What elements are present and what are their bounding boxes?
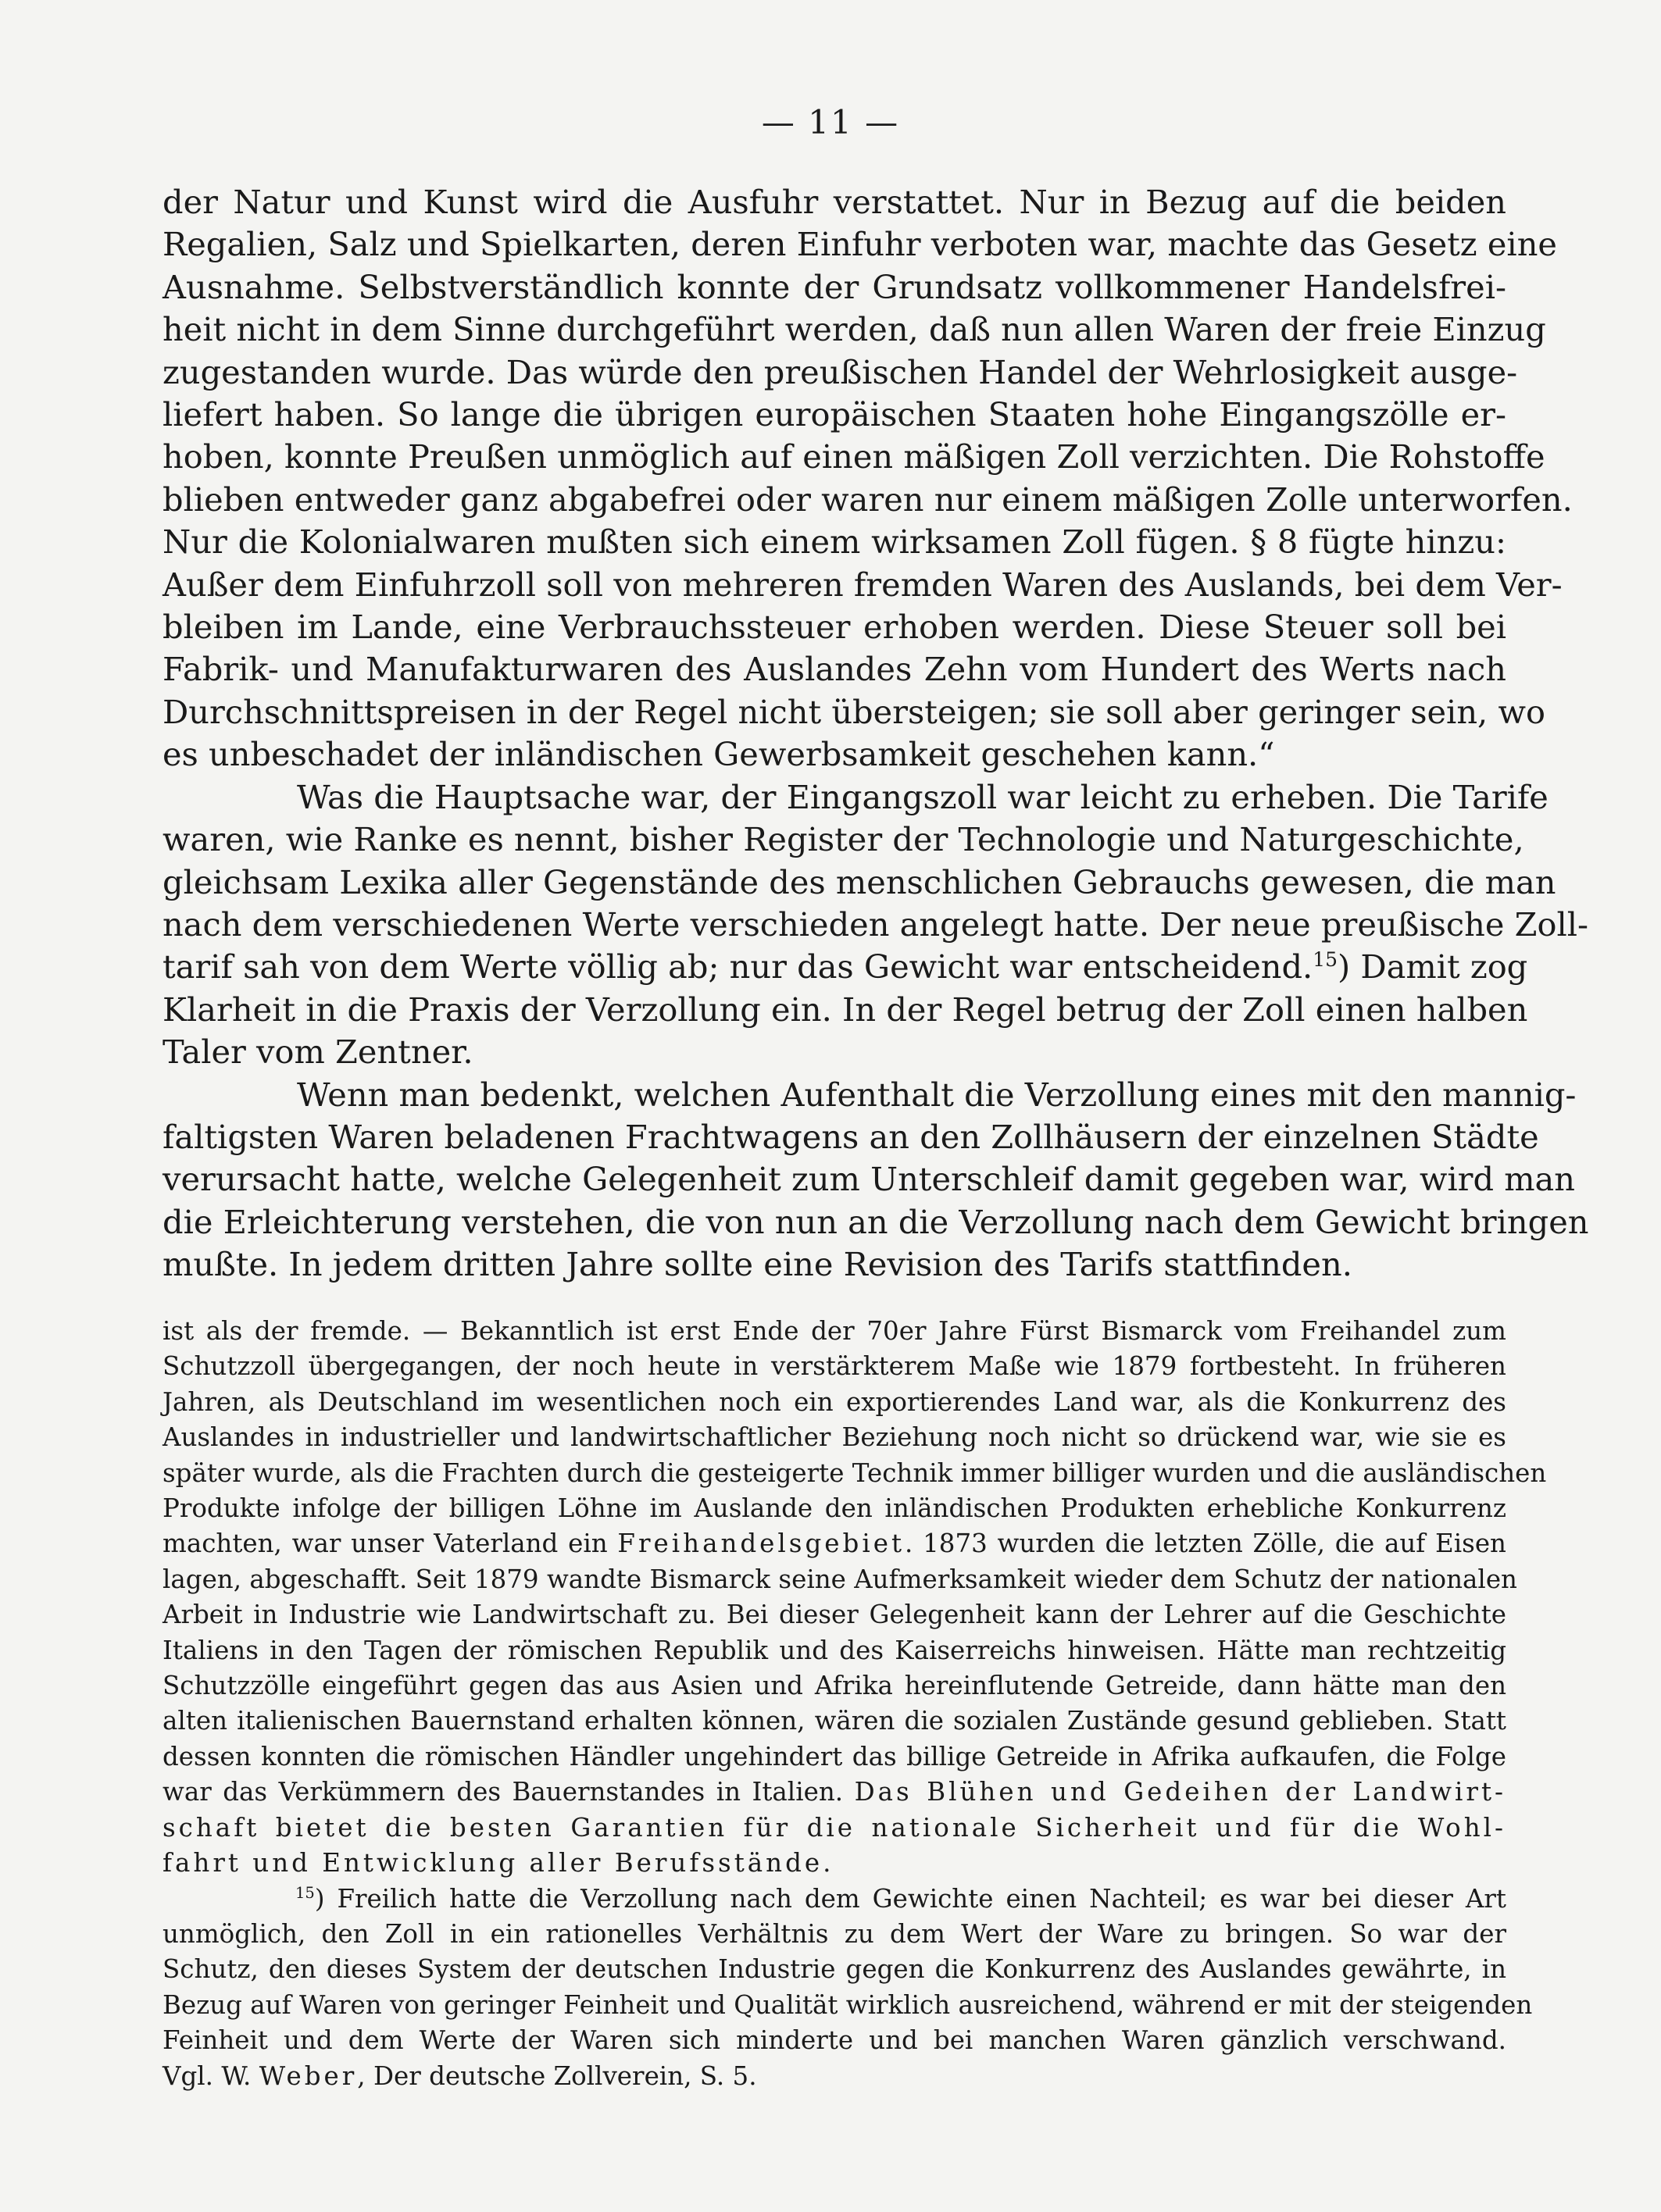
text-segment: . 1873 wurden die letzten Zölle, die auf Eisen — [905, 1529, 1506, 1559]
text-line: Wenn man bedenkt, welchen Aufenthalt die Verzollung eines mit den mannig- — [297, 1075, 1577, 1114]
footnote-line — [163, 1882, 1506, 1917]
footnote-line: Italiens in den Tagen der römischen Republik und des Kaiserreichs hinweisen. Hätte man rechtzeitig — [163, 1635, 1506, 1665]
emphasis-text: Freihandelsgebiet — [617, 1529, 906, 1559]
text-line: Was die Hauptsache war, der Eingangszoll war leicht zu erheben. Die Tarife — [297, 777, 1548, 816]
text-segment: ) Freilich hatte die Verzollung nach dem Gewichte einen Nachteil; es war bei dieser Art — [314, 1883, 1506, 1914]
text-line: Klarheit in die Praxis der Verzollung ein. In der Regel betrug der Zoll einen halben — [163, 990, 1528, 1029]
footnote-marker: 15 — [295, 1883, 315, 1902]
footnote-line: unmöglich, den Zoll in ein rationelles Verhältnis zu dem Wert der Ware zu bringen. So war der — [163, 1918, 1506, 1949]
text-line: waren, wie Ranke es nennt, bisher Register der Technologie und Naturgeschichte, — [163, 820, 1524, 859]
text-line: gleichsam Lexika aller Gegenstände des menschlichen Gebrauchs gewesen, die man — [163, 862, 1556, 901]
text-line: Regalien, Salz und Spielkarten, deren Einfuhr verboten war, machte das Gesetz eine — [163, 225, 1557, 264]
text-segment: tarif sah von dem Werte völlig ab; nur das Gewicht war entscheidend. — [163, 947, 1313, 986]
footnote-line: schaft bietet die besten Garantien für die nationale Sicherheit und für die Wohl- — [163, 1812, 1506, 1843]
text-line: zugestanden wurde. Das würde den preußischen Handel der Wehrlosigkeit ausge- — [163, 352, 1518, 391]
footnote-line: Bezug auf Waren von geringer Feinheit und Qualität wirklich ausreichend, während er mit der steigenden — [163, 1989, 1533, 2020]
footnote-line: Jahren, als Deutschland im wesentlichen noch ein exportierendes Land war, als die Konkurrenz des — [163, 1386, 1506, 1417]
text-line: der Natur und Kunst wird die Ausfuhr verstattet. Nur in Bezug auf die beiden — [163, 183, 1506, 221]
text-line: mußte. In jedem dritten Jahre sollte eine Revision des Tarifs stattfinden. — [163, 1245, 1352, 1284]
text-segment: war das Verkümmern des Bauernstandes in Italien. — [163, 1777, 855, 1807]
footnote-line: fahrt und Entwicklung aller Berufsstände. — [163, 1848, 834, 1878]
text-segment: machten, war unser Vaterland ein — [163, 1529, 618, 1559]
text-segment: Vgl. W. — [163, 2060, 259, 2091]
footnote-line: Schutzzölle eingeführt gegen das aus Asien und Afrika hereinflutende Getreide, dann hätte man den — [163, 1671, 1506, 1701]
text-line: es unbeschadet der inländischen Gewerbsamkeit geschehen kann.“ — [163, 735, 1275, 774]
footnote-line: alten italienischen Bauernstand erhalten können, wären die sozialen Zustände gesund geblieben. Statt — [163, 1706, 1506, 1736]
footnote-line: lagen, abgeschafft. Seit 1879 wandte Bismarck seine Aufmerksamkeit wieder dem Schutz der nationalen — [163, 1564, 1517, 1594]
main-text — [163, 181, 1589, 1286]
footnote-ref: 15 — [1313, 948, 1338, 972]
footnote-line: Arbeit in Industrie wie Landwirtschaft zu. Bei dieser Gelegenheit kann der Lehrer auf die Geschichte — [163, 1600, 1506, 1630]
footnote-line: später wurde, als die Frachten durch die gesteigerte Technik immer billiger wurden und die ausländischen — [163, 1457, 1547, 1488]
footnote-line — [163, 1526, 1506, 1561]
text-line: blieben entweder ganz abgabefrei oder waren nur einem mäßigen Zolle unterworfen. — [163, 480, 1573, 519]
footnote-line: Schutz, den dieses System der deutschen Industrie gegen die Konkurrenz des Auslandes gewährte, in — [163, 1954, 1506, 1985]
text-line: liefert haben. So lange die übrigen europäischen Staaten hohe Eingangszölle er- — [163, 395, 1506, 434]
footnote-line: ist als der fremde. — Bekanntlich ist erst Ende der 70er Jahre Fürst Bismarck vom Freihandel zum — [163, 1316, 1506, 1346]
footnote-line: Produkte infolge der billigen Löhne im Auslande den inländischen Produkten erhebliche Konkurrenz — [163, 1493, 1506, 1524]
text-line: Ausnahme. Selbstverständlich konnte der Grundsatz vollkommener Handelsfrei- — [163, 267, 1506, 306]
text-segment: ) Damit zog — [1337, 947, 1528, 986]
text-line: heit nicht in dem Sinne durchgeführt werden, daß nun allen Waren der freie Einzug — [163, 310, 1546, 349]
text-line: Außer dem Einfuhrzoll soll von mehreren fremden Waren des Auslands, bei dem Ver- — [163, 565, 1563, 604]
footnote-line — [163, 1775, 1506, 1810]
text-line: Nur die Kolonialwaren mußten sich einem wirksamen Zoll fügen. § 8 fügte hinzu: — [163, 523, 1506, 562]
text-line: die Erleichterung verstehen, die von nun an die Verzollung nach dem Gewicht bringen — [163, 1202, 1589, 1241]
text-line: nach dem verschiedenen Werte verschieden angelegt hatte. Der neue preußische Zoll- — [163, 904, 1589, 944]
text-line: Durchschnittspreisen in der Regel nicht übersteigen; sie soll aber geringer sein, wo — [163, 692, 1545, 731]
emphasis-text: Das Blühen und Gedeihen der Landwirt- — [854, 1777, 1506, 1807]
text-line: faltigsten Waren beladenen Frachtwagens an den Zollhäusern der einzelnen Städte — [163, 1117, 1539, 1156]
page-number: — 11 — — [761, 103, 900, 141]
footnote-line: Schutzzoll übergegangen, der noch heute in verstärkterem Maße wie 1879 fortbesteht. In früheren — [163, 1351, 1506, 1382]
text-line: Fabrik- und Manufakturwaren des Auslandes Zehn vom Hundert des Werts nach — [163, 650, 1506, 689]
text-line — [163, 946, 1528, 988]
footnote-line: Feinheit und dem Werte der Waren sich minderte und bei manchen Waren gänzlich verschwand. — [163, 2025, 1506, 2056]
emphasis-text: Weber — [259, 2060, 358, 2091]
text-line: hoben, konnte Preußen unmöglich auf einen mäßigen Zoll verzichten. Die Rohstoffe — [163, 437, 1545, 476]
text-line: Taler vom Zentner. — [163, 1033, 473, 1072]
footnote-line — [163, 2059, 1506, 2094]
footnotes — [163, 1314, 1547, 2094]
text-segment: , Der deutsche Zollverein, S. 5. — [357, 2060, 757, 2091]
text-line: bleiben im Lande, eine Verbrauchssteuer erhoben werden. Diese Steuer soll bei — [163, 608, 1506, 647]
footnote-line: Auslandes in industrieller und landwirtschaftlicher Beziehung noch nicht so drückend war, wie sie es — [163, 1422, 1506, 1453]
text-line: verursacht hatte, welche Gelegenheit zum Unterschleif damit gegeben war, wird man — [163, 1160, 1576, 1199]
footnote-line: dessen konnten die römischen Händler ungehindert das billige Getreide in Afrika aufkaufen, die Folge — [163, 1741, 1506, 1771]
